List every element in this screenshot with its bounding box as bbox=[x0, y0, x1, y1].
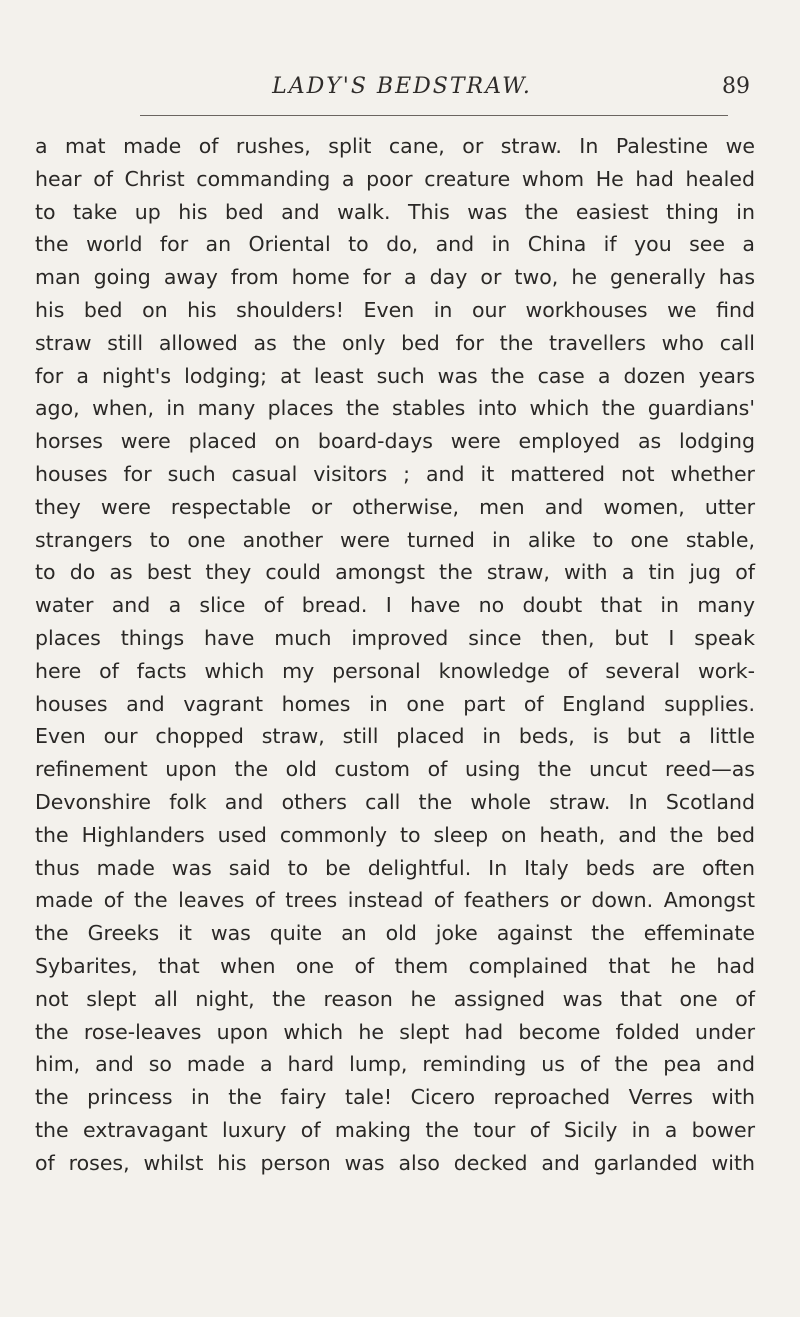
text-line: straw still allowed as the only bed for the travellers who call bbox=[35, 330, 755, 355]
text-line: to take up his bed and walk. This was the easiest thing in bbox=[35, 199, 755, 224]
text-line: the Highlanders used commonly to sleep on heath, and the bed bbox=[35, 822, 755, 847]
text-line: horses were placed on board-days were employed as lodging bbox=[35, 429, 755, 454]
text-line: they were respectable or otherwise, men and women, utter bbox=[35, 494, 755, 519]
text-line: the rose-leaves upon which he slept had become folded under bbox=[35, 1019, 755, 1044]
text-line: the world for an Oriental to do, and in China if you see a bbox=[35, 232, 755, 257]
text-line: of roses, whilst his person was also decked and garlanded with bbox=[35, 1150, 755, 1175]
text-line: thus made was said to be delightful. In Italy beds are often bbox=[35, 855, 755, 880]
running-head bbox=[0, 74, 800, 114]
text-line: man going away from home for a day or two, he generally has bbox=[35, 265, 755, 290]
text-line: a mat made of rushes, split cane, or straw. In Palestine we bbox=[35, 134, 755, 158]
text-line: places things have much improved since then, but I speak bbox=[35, 625, 755, 650]
text-line: strangers to one another were turned in alike to one stable, bbox=[35, 527, 755, 552]
text-line: made of the leaves of trees instead of feathers or down. Amongst bbox=[35, 888, 755, 913]
header-rule bbox=[140, 115, 728, 116]
text-line: for a night's lodging; at least such was the case a dozen years bbox=[35, 363, 755, 388]
text-line: Devonshire folk and others call the whole straw. In Scotland bbox=[35, 789, 755, 814]
text-line: houses for such casual visitors ; and it mattered not whether bbox=[35, 461, 755, 486]
page-number: 89 bbox=[722, 74, 750, 99]
body-text bbox=[35, 130, 755, 1180]
running-title: LADY'S BEDSTRAW. bbox=[272, 74, 532, 99]
text-line: Even our chopped straw, still placed in beds, is but a little bbox=[35, 724, 755, 749]
text-line: here of facts which my personal knowledge of several work- bbox=[35, 658, 755, 683]
text-line: hear of Christ commanding a poor creature whom He had healed bbox=[35, 166, 755, 191]
text-line: ago, when, in many places the stables into which the guardians' bbox=[35, 396, 755, 421]
text-line: refinement upon the old custom of using the uncut reed—as bbox=[35, 757, 755, 782]
text-line: water and a slice of bread. I have no doubt that in many bbox=[35, 593, 755, 618]
text-line: his bed on his shoulders! Even in our workhouses we find bbox=[35, 297, 755, 322]
text-line: the extravagant luxury of making the tour of Sicily in a bower bbox=[35, 1117, 755, 1142]
text-line: not slept all night, the reason he assigned was that one of bbox=[35, 986, 755, 1011]
text-line: houses and vagrant homes in one part of England supplies. bbox=[35, 691, 755, 716]
text-line: the princess in the fairy tale! Cicero reproached Verres with bbox=[35, 1085, 755, 1110]
text-line: Sybarites, that when one of them complained that he had bbox=[35, 953, 755, 978]
text-line: the Greeks it was quite an old joke against the effeminate bbox=[35, 921, 755, 946]
text-line: him, and so made a hard lump, reminding us of the pea and bbox=[35, 1052, 755, 1077]
text-line: to do as best they could amongst the straw, with a tin jug of bbox=[35, 560, 755, 585]
